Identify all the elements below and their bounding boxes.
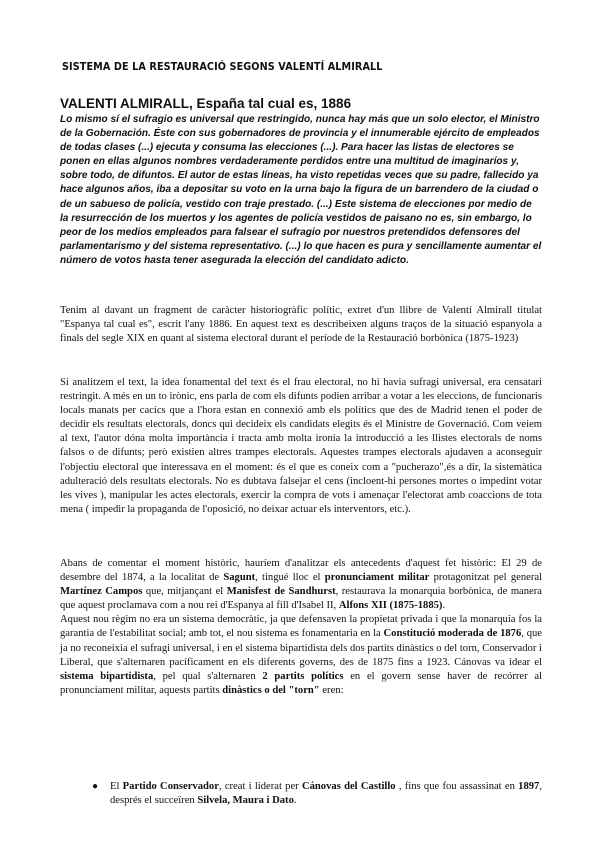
list-item: ● El Partido Conservador, creat i liderat per Cánovas del Castillo , fins que fou assassinat en 1897, després el succeïren Silvela, Maura i Dato. — [92, 781, 542, 807]
emphasis-constitucio-1876: Constitució moderada de 1876 — [383, 628, 522, 640]
document-title: SISTEMA DE LA RESTAURACIÓ SEGONS VALENTÍ ALMIRALL — [62, 61, 383, 73]
source-quote: Lo mismo sí el sufragio es universal que restringido, nunca hay más que un solo elector, el Ministro de la Gobernación. Éste con sus gobernadores de provincia y el innumerable ejército de empleados de todas clases (...) ejecuta y consuma las elecciones (...). Para hacer las listas de electores se ponen en ellas algunos nombres verdaderamente perdidos entre una multitud de imaginaríos y, sobre todo, de difuntos. El autor de estas líneas, ha visto repetidas veces que su padre, fallecido ya hace algunos años, iba a depositar su voto en la urna bajo la figura de un barrendero de la ciudad o de un sabueso de policía, vestido con traje prestado. (...) Este sistema de elecciones por medio de la resurrección de los muertos y los agentes de policía vestidos de paisano no es, sin embargo, lo peor de los medios empleados para falsear el sufragio por nuestros pretendidos defensores del parlamentarismo y del sistema representativo. (...) lo que hacen es pura y sencillamente aumentar el número de votos hasta tener asegurada la elección del candidato adicto. — [60, 114, 542, 266]
paragraph-introduction: Tenim al davant un fragment de caràcter historiogràfic polític, extret d'un llibre de Valentí Almirall titulat "Espanya tal cual es", escrit l'any 1886. En aquest text es describeixen alguns traços de la situació espanyola a finals del segle XIX en quant al sistema electoral durant el període de la Restauració borbònica (1875-1923) — [60, 305, 542, 345]
emphasis-martinez-campos: Martínez Campos — [60, 586, 143, 598]
party-list — [92, 780, 542, 808]
emphasis-1897: 1897 — [518, 781, 540, 792]
paragraph-historical-context: Abans de comentar el moment històric, hauríem d'analitzar els antecedents d'aquest fet històric: El 29 de desembre del 1874, a la localitat de Sagunt, tingué lloc el pronunciament militar protagonitzat pel general Martínez Campos que, mitjançant el Manisfest de Sandhurst, restaurava la monarquia borbònica, de manera que aquest proclamava com a nou rei d'Espanya al fill d'Isabel II, Alfons XII (1875-1885). Aquest nou règim no era un sistema democràtic, ja que defensaven la propietat privada i que la monarquia fos la garantia de l'estabilitat social; amb tot, el nou sistema es fonamentaria en la Constitució moderada de 1876, que ja no reconeixia el sufragi universal, i en el sistema bipartidista dels dos partits dinàstics o del torn, Conservador i Liberal, que s'alternaren pacíficament en els diferents governs, des de 1875 fins a 1923. Cánovas va idear el sistema bipartidista, pel qual s'alternaren 2 partits polítics en el govern sense haver de recórrer al pronunciament militar, aquests partits dinàstics o del "torn" eren: — [60, 558, 543, 696]
emphasis-successors: Silvela, Maura i Dato — [197, 795, 294, 807]
bullet-icon: ● — [92, 781, 99, 792]
emphasis-manifest-sandhurst: Manisfest de Sandhurst — [226, 586, 336, 598]
paragraph-analysis: Si analitzem el text, la idea fonamental del text és el frau electoral, no hi havia sufragi universal, era censatari restringit. A més en un to irònic, ens parla de com els difunts podien arribar a votar a les eleccions, de funcionaris locals manats per cacics que a l'hora estan en connexió amb els polítics que des de Madrid tenen el poder de decidir els resultats electorals, doncs qui decideix els candidats elegits és el Ministre de Governació. Com veiem al text, l'autor dóna molta importància i tracta amb molta ironia la introducció a les llistes electorals de noms falsos o de difunts; però existien altres trampes electorals. Aquestes trampes electorals ajudaven a aconseguir l'objectiu electoral que interessava en el moment: és el que es coneix com a "pucherazo",és a dir, la sistemàtica adulteració dels resultats electorals. No es dubtava falsejar el cens (incloent-hi persones mortes o impedint votar les vives ), manipular les actes electorals, exercir la compra de vots i amenaçar l'electorat amb coaccions de tota mena ( impedir la propaganda de l'oposició, no deixar actuar els interventors, etc.). — [60, 377, 542, 515]
emphasis-pronunciament: pronunciament militar — [324, 572, 430, 584]
emphasis-sagunt: Sagunt — [223, 572, 256, 584]
source-heading: VALENTI ALMIRALL, España tal cual es, 1886 — [60, 96, 352, 111]
emphasis-dinastics-torn: dinàstics o del "torn" — [222, 684, 320, 696]
emphasis-sistema-bipartidista: sistema bipartidista — [60, 670, 154, 682]
emphasis-2-partits: 2 partits polítics — [262, 670, 344, 682]
emphasis-alfons-xii: Alfons XII (1875-1885) — [338, 600, 443, 612]
emphasis-canovas: Cánovas del Castillo — [301, 781, 396, 792]
emphasis-partido-conservador: Partido Conservador — [122, 781, 219, 792]
